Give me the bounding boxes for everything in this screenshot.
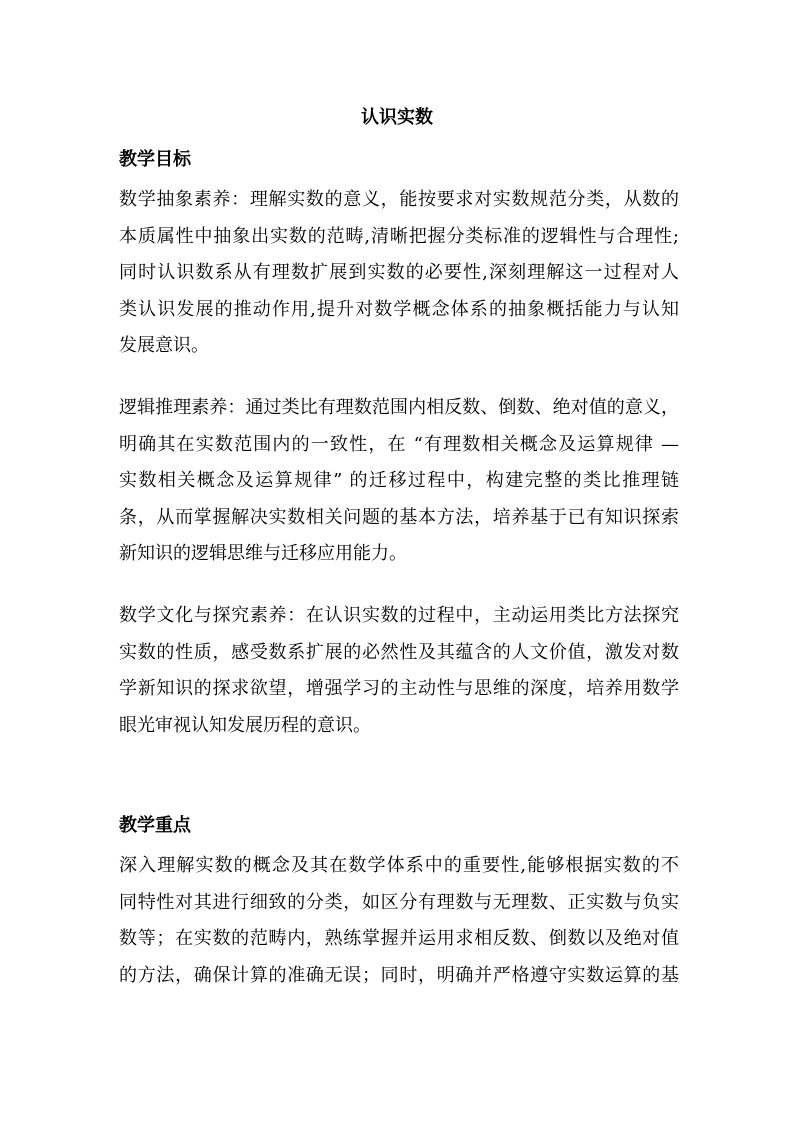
paragraph-line: 本质属性中抽象出实数的范畴,清晰把握分类标准的逻辑性与合理性; bbox=[119, 225, 679, 247]
paragraph-line: 数等；在实数的范畴内，熟练掌握并运用求相反数、倒数以及绝对值 bbox=[119, 928, 679, 950]
paragraph-line: 学新知识的探求欲望，增强学习的主动性与思维的深度，培养用数学 bbox=[119, 678, 679, 700]
paragraph-line: 条，从而掌握解决实数相关问题的基本方法，培养基于已有知识探索 bbox=[119, 506, 679, 528]
document-title: 认识实数 bbox=[361, 107, 433, 128]
paragraph-line: 数学抽象素养：理解实数的意义，能按要求对实数规范分类，从数的 bbox=[119, 189, 679, 210]
paragraph-line: 数学文化与探究素养：在认识实数的过程中，主动运用类比方法探究 bbox=[119, 605, 679, 626]
paragraph-line: 眼光审视认知发展历程的意识。 bbox=[119, 714, 371, 736]
paragraph-logical-reasoning bbox=[119, 390, 679, 573]
paragraph-line: 的方法，确保计算的准确无误；同时，明确并严格遵守实数运算的基 bbox=[119, 964, 679, 986]
paragraph-line: 实数的性质，感受数系扩展的必然性及其蕴含的人文价值，激发对数 bbox=[119, 641, 679, 663]
paragraph-math-culture bbox=[119, 598, 679, 744]
paragraph-line: 发展意识。 bbox=[119, 335, 209, 357]
section-heading-teaching-focus: 教学重点 bbox=[119, 815, 191, 836]
paragraph-line: 同时认识数系从有理数扩展到实数的必要性,深刻理解这一过程对人 bbox=[119, 262, 679, 284]
paragraph-line: 实数相关概念及运算规律” 的迁移过程中，构建完整的类比推理链 bbox=[119, 470, 679, 492]
section-heading-teaching-goals: 教学目标 bbox=[119, 149, 191, 170]
paragraph-math-abstraction bbox=[119, 182, 679, 365]
paragraph-line: 逻辑推理素养：通过类比有理数范围内相反数、倒数、绝对值的意义， bbox=[119, 397, 679, 418]
paragraph-line: 同特性对其进行细致的分类，如区分有理数与无理数、正实数与负实 bbox=[119, 891, 679, 913]
paragraph-line: 深入理解实数的概念及其在数学体系中的重要性,能够根据实数的不 bbox=[119, 855, 679, 876]
paragraph-teaching-focus bbox=[119, 848, 679, 994]
paragraph-line: 类认识发展的推动作用,提升对数学概念体系的抽象概括能力与认知 bbox=[119, 298, 679, 320]
paragraph-line: 明确其在实数范围内的一致性，在 “有理数相关概念及运算规律 — bbox=[119, 433, 679, 455]
paragraph-line: 新知识的逻辑思维与迁移应用能力。 bbox=[119, 543, 407, 565]
